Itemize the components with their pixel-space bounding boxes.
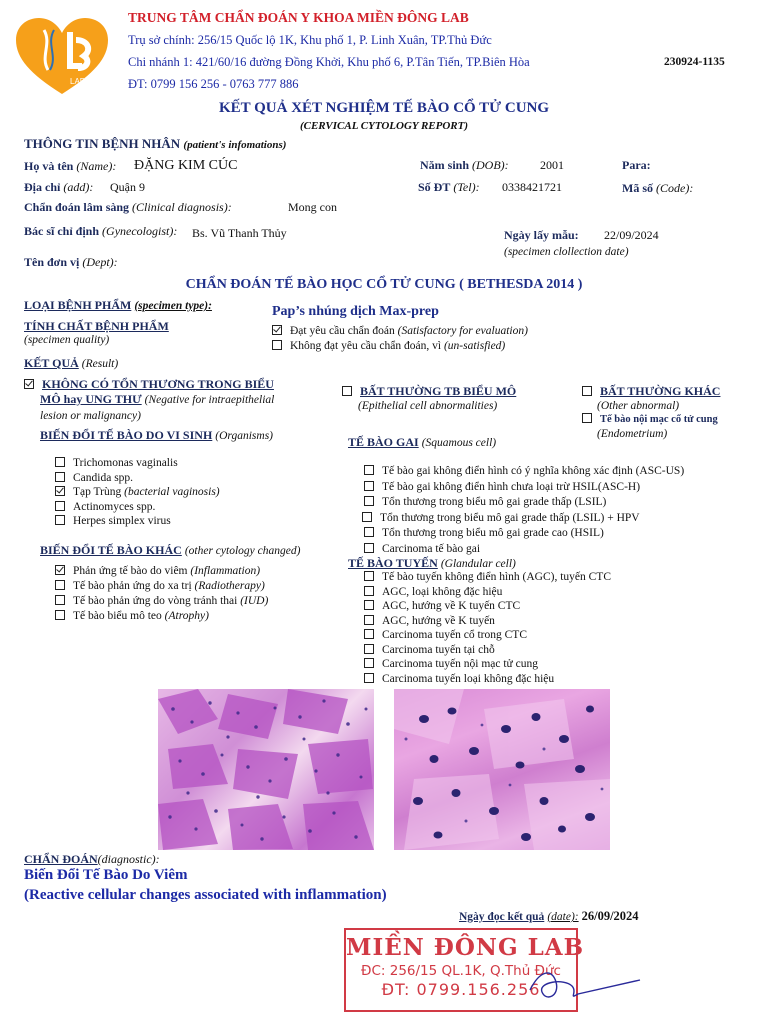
collection-date-value: 22/09/2024 [604, 228, 659, 242]
organism-item[interactable]: Tạp Trùng (bacterial vaginosis) [55, 485, 220, 500]
organism-item[interactable]: Candida spp. [55, 471, 220, 486]
read-date: Ngày đọc kết quả (date): 26/09/2024 [459, 909, 639, 923]
checkbox[interactable] [342, 386, 352, 396]
epithelial-abnormal-option[interactable]: BẤT THƯỜNG TB BIỂU MÔ [342, 384, 516, 399]
checkbox[interactable] [272, 340, 282, 350]
checkbox[interactable] [364, 615, 374, 625]
checkbox[interactable] [364, 481, 374, 491]
conclusion-label: CHẨN ĐOÁN(diagnostic): [24, 852, 160, 866]
glandular-item[interactable]: AGC, hướng về K tuyến CTC [364, 599, 611, 614]
checkbox[interactable] [364, 658, 374, 668]
specimen-type-label: LOẠI BỆNH PHẨM (specimen type): [24, 298, 212, 312]
cytology-photo-left [158, 689, 374, 850]
squamous-item[interactable]: Tổn thương trong biểu mô gai grade cao (HSIL) [364, 526, 684, 542]
other-abnormal-label-en: (Other abnormal) [597, 400, 680, 412]
quality-option-unsatisfied[interactable]: Không đạt yêu cầu chẩn đoán, vì (un-satisfied) [272, 340, 505, 352]
other-changes-list [55, 564, 268, 624]
checkbox[interactable] [364, 496, 374, 506]
specimen-type-value: Pap’s nhúng dịch Max-prep [272, 304, 439, 319]
tel-label: Số ĐT (Tel): [418, 180, 480, 194]
checkbox[interactable] [362, 512, 372, 522]
squamous-list [364, 464, 684, 557]
patient-section-title: THÔNG TIN BỆNH NHÂN (patient's infomations) [24, 136, 287, 151]
squamous-label: TẾ BÀO GAI (Squamous cell) [348, 435, 497, 449]
code-label: Mã số (Code): [622, 181, 694, 195]
other-change-item[interactable]: Phản ứng tế bào do viêm (Inflammation) [55, 564, 268, 579]
checkbox[interactable] [364, 586, 374, 596]
report-subtitle: (CERVICAL CYTOLOGY REPORT) [299, 120, 469, 132]
glandular-list [364, 570, 611, 686]
glandular-item[interactable]: Carcinoma tuyến cổ trong CTC [364, 628, 611, 643]
organism-item[interactable]: Trichomonas vaginalis [55, 456, 220, 471]
endometrium-option[interactable]: Tế bào nội mạc cổ tử cung [582, 413, 718, 425]
tel-value: 0338421721 [502, 180, 562, 194]
checkbox[interactable] [55, 515, 65, 525]
collection-date-label: Ngày lấy mẫu: [504, 228, 579, 242]
clinical-diagnosis-value: Mong con [288, 200, 337, 214]
squamous-item[interactable]: Carcinoma tế bào gai [364, 542, 684, 558]
squamous-item[interactable]: Tổn thương trong biểu mô gai grade thấp (LSIL) + HPV [362, 511, 684, 527]
checkbox[interactable] [55, 565, 65, 575]
contact-phone: ĐT: 0799 156 256 - 0763 777 886 [128, 77, 299, 91]
name-label: Họ và tên (Name): [24, 159, 117, 173]
other-change-item[interactable]: Tế bào phản ứng do xa trị (Radiotherapy) [55, 579, 268, 594]
other-change-item[interactable]: Tế bào phản ứng do vòng tránh thai (IUD) [55, 594, 268, 609]
stamp-line-2: ĐC: 256/15 QL.1K, Q.Thủ Đức [361, 963, 561, 979]
patient-name: ĐẶNG KIM CÚC [134, 158, 238, 173]
branch-address: Chi nhánh 1: 421/60/16 đường Đồng Khởi, Khu phố 6, P.Tân Tiến, TP.Biên Hòa [128, 55, 530, 69]
checkbox[interactable] [55, 595, 65, 605]
checkbox[interactable] [272, 325, 282, 335]
glandular-item[interactable]: AGC, loại không đặc hiệu [364, 585, 611, 600]
glandular-item[interactable]: Carcinoma tuyến loại không đặc hiệu [364, 672, 611, 687]
other-abnormal-option[interactable]: BẤT THƯỜNG KHÁC [582, 384, 720, 399]
doctor-value: Bs. Vũ Thanh Thủy [192, 226, 287, 240]
address-label: Địa chỉ (add): [24, 180, 94, 194]
checkbox[interactable] [55, 486, 65, 496]
checkbox[interactable] [55, 580, 65, 590]
checkbox[interactable] [55, 457, 65, 467]
collection-date-label-en: (specimen clollection date) [504, 246, 629, 258]
conclusion-value-en: (Reactive cellular changes associated with inflammation) [24, 887, 387, 903]
squamous-item[interactable]: Tổn thương trong biểu mô gai grade thấp (LSIL) [364, 495, 684, 511]
dob-value: 2001 [540, 158, 564, 172]
dept-label: Tên đơn vị (Dept): [24, 255, 118, 269]
cytology-photo-right [394, 689, 610, 850]
doctor-label: Bác sĩ chỉ định (Gynecologist): [24, 224, 178, 238]
other-change-item[interactable]: Tế bào biểu mô teo (Atrophy) [55, 609, 268, 624]
checkbox[interactable] [24, 379, 34, 389]
checkbox[interactable] [364, 543, 374, 553]
negative-option[interactable]: KHÔNG CÓ TỔN THƯƠNG TRONG BIỂU MÔ hay UNG THƯ (Negative for intraepithelial lesion or malignancy) [24, 377, 274, 424]
squamous-item[interactable]: Tế bào gai không điển hình chưa loại trừ HSIL(ASC-H) [364, 480, 684, 496]
conclusion-value-vi: Biến Đổi Tế Bào Do Viêm [24, 867, 188, 883]
organisms-list [55, 456, 220, 529]
checkbox[interactable] [364, 600, 374, 610]
checkbox[interactable] [55, 472, 65, 482]
glandular-item[interactable]: Carcinoma tuyến nội mạc tử cung [364, 657, 611, 672]
checkbox[interactable] [364, 465, 374, 475]
signature [520, 960, 660, 1010]
clinical-diagnosis-label: Chẩn đoán lâm sàng (Clinical diagnosis): [24, 200, 232, 214]
glandular-item[interactable]: Tế bào tuyến không điển hình (AGC), tuyến CTC [364, 570, 611, 585]
report-code: 230924-1135 [664, 56, 725, 68]
organism-item[interactable]: Herpes simplex virus [55, 514, 220, 529]
checkbox[interactable] [55, 501, 65, 511]
specimen-quality-label: TÍNH CHẤT BỆNH PHẨM [24, 319, 169, 333]
clinic-logo [12, 16, 112, 98]
checkbox[interactable] [364, 527, 374, 537]
checkbox[interactable] [55, 610, 65, 620]
result-label: KẾT QUẢ (Result) [24, 356, 119, 370]
checkbox[interactable] [364, 629, 374, 639]
stamp-line-3: ĐT: 0799.156.256 [381, 980, 541, 999]
organisms-label: BIẾN ĐỔI TẾ BÀO DO VI SINH (Organisms) [40, 428, 273, 442]
other-changes-label: BIẾN ĐỔI TẾ BÀO KHÁC (other cytology changed) [40, 543, 301, 557]
para-label: Para: [622, 158, 651, 172]
squamous-item[interactable]: Tế bào gai không điển hình có ý nghĩa không xác định (ASC-US) [364, 464, 684, 480]
glandular-item[interactable]: Carcinoma tuyến tại chỗ [364, 643, 611, 658]
checkbox[interactable] [364, 673, 374, 683]
organism-item[interactable]: Actinomyces spp. [55, 500, 220, 515]
checkbox[interactable] [582, 386, 592, 396]
quality-option-satisfactory[interactable]: Đạt yêu cầu chẩn đoán (Satisfactory for evaluation) [272, 325, 528, 337]
epithelial-abnormal-label-en: (Epithelial cell abnormalities) [358, 400, 498, 412]
logo-text: LAB [70, 77, 86, 86]
address-value: Quận 9 [110, 180, 145, 194]
specimen-quality-label-en: (specimen quality) [24, 334, 110, 346]
stamp-line-1: MIỀN ĐÔNG LAB [346, 934, 585, 961]
report-title: KẾT QUẢ XÉT NGHIỆM TẾ BÀO CỔ TỬ CUNG [218, 100, 550, 116]
glandular-item[interactable]: AGC, hướng về K tuyến [364, 614, 611, 629]
bethesda-header: CHẨN ĐOÁN TẾ BÀO HỌC CỔ TỬ CUNG ( BETHESDA 2014 ) [185, 277, 583, 292]
checkbox[interactable] [364, 644, 374, 654]
glandular-label: TẾ BÀO TUYẾN (Glandular cell) [348, 556, 516, 570]
checkbox[interactable] [582, 413, 592, 423]
main-office-address: Trụ sở chính: 256/15 Quốc lộ 1K, Khu phố 1, P. Linh Xuân, TP.Thủ Đức [128, 33, 492, 47]
center-name: TRUNG TÂM CHẨN ĐOÁN Y KHOA MIỀN ĐÔNG LAB [128, 10, 469, 25]
endometrium-label-en: (Endometrium) [597, 428, 668, 440]
checkbox[interactable] [364, 571, 374, 581]
dob-label: Năm sinh (DOB): [420, 158, 509, 172]
